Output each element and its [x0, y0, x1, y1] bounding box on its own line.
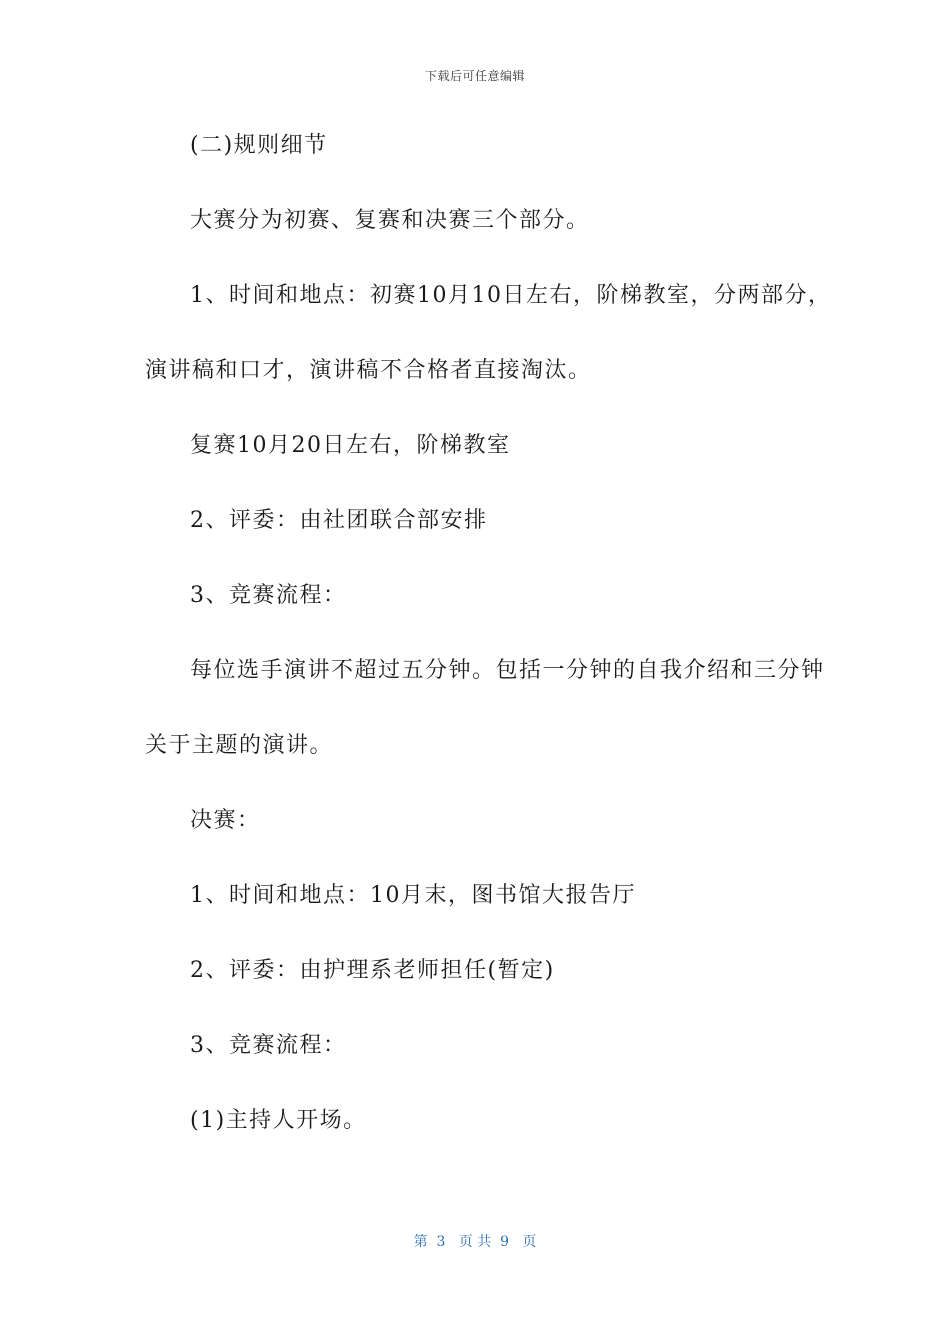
section-heading-rules: (二)规则细节 — [190, 133, 328, 158]
paragraph-process-heading: 3、竞赛流程： — [190, 583, 347, 608]
paragraph-judges: 2、评委：由社团联合部安排 — [190, 508, 488, 533]
paragraph-speech-limit: 每位选手演讲不超过五分钟。包括一分钟的自我介绍和三分钟 — [190, 658, 825, 683]
paragraph-overview: 大赛分为初赛、复赛和决赛三个部分。 — [190, 208, 590, 233]
paragraph-prelim-time-cont: 演讲稿和口才，演讲稿不合格者直接淘汰。 — [145, 358, 592, 383]
page-footer-pagination: 第 3 页 共 9 页 — [413, 1234, 537, 1250]
paragraph-final-heading: 决赛： — [190, 808, 261, 833]
paragraph-final-process: 3、竞赛流程： — [190, 1033, 347, 1058]
paragraph-final-time: 1、时间和地点：10月末，图书馆大报告厅 — [190, 883, 636, 908]
paragraph-prelim-time: 1、时间和地点：初赛10月10日左右，阶梯教室，分两部分， — [190, 283, 832, 308]
paragraph-host-opening: (1)主持人开场。 — [190, 1108, 367, 1133]
paragraph-final-judges: 2、评委：由护理系老师担任(暂定) — [190, 958, 555, 983]
paragraph-speech-limit-cont: 关于主题的演讲。 — [145, 733, 334, 758]
paragraph-semifinal-time: 复赛10月20日左右，阶梯教室 — [190, 433, 511, 458]
page-header: 下载后可任意编辑 — [424, 69, 525, 83]
